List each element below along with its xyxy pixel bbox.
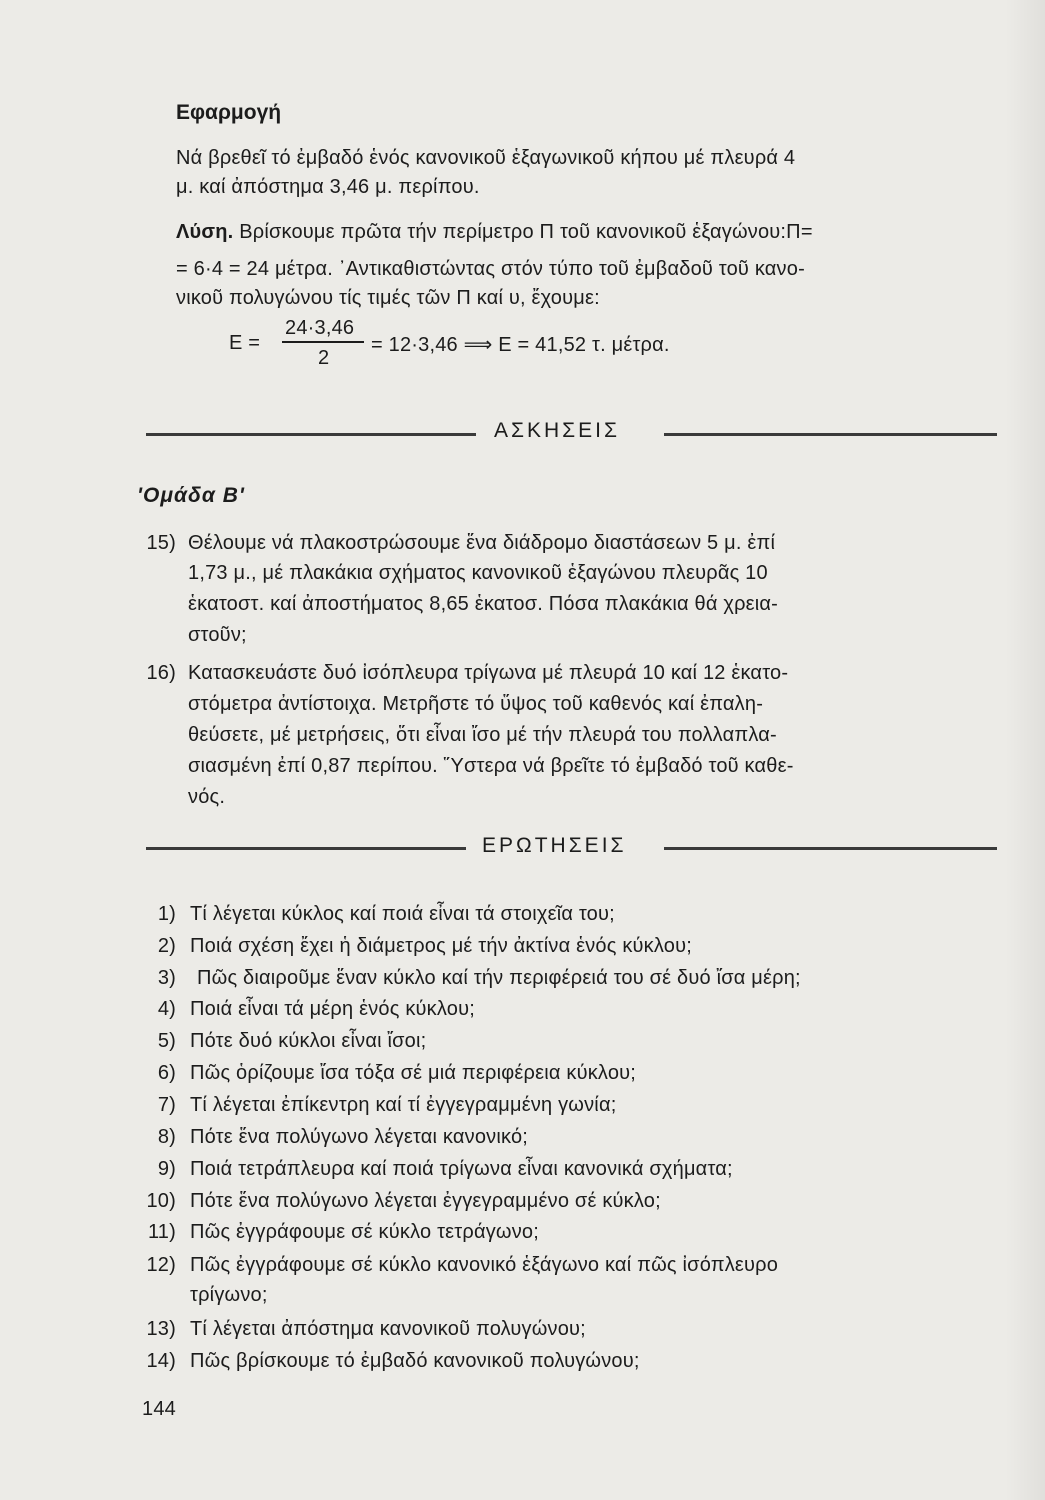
exercise-number: 16) bbox=[146, 662, 176, 684]
problem-line-1: Νά βρεθεῖ τό ἐμβαδό ἑνός κανονικοῦ ἑξαγωνικοῦ κήπου μέ πλευρά 4 bbox=[176, 147, 796, 169]
page-number: 144 bbox=[142, 1398, 176, 1420]
exercise-16-line-2: στόμετρα ἀντίστοιχα. Μετρῆστε τό ὕψος τοῦ καθενός καί ἐπαλη- bbox=[188, 693, 764, 715]
question-text: Τί λέγεται ἀπόστημα κανονικοῦ πολυγώνου; bbox=[190, 1318, 586, 1340]
page-edge-shadow bbox=[1005, 0, 1045, 1500]
question-number: 7) bbox=[157, 1094, 176, 1116]
question-text: Τί λέγεται ἐπίκεντρη καί τί ἐγγεγραμμένη γωνία; bbox=[190, 1094, 617, 1116]
questions-rule-right bbox=[664, 847, 997, 850]
question-text: Πῶς ἐγγράφουμε σέ κύκλο τετράγωνο; bbox=[190, 1221, 540, 1243]
formula-lhs: E = bbox=[229, 332, 261, 354]
exercise-15-line-4: στοῦν; bbox=[188, 624, 247, 646]
exercise-15-line-3: ἑκατοστ. καί ἀποστήματος 8,65 ἑκατοσ. Πόσα πλακάκια θά χρεια- bbox=[188, 593, 779, 615]
solution-line-1 bbox=[176, 221, 813, 244]
question-text: Πότε ἕνα πολύγωνο λέγεται κανονικό; bbox=[190, 1126, 529, 1148]
question-text: Πῶς ὁρίζουμε ἴσα τόξα σέ μιά περιφέρεια κύκλου; bbox=[190, 1062, 637, 1084]
problem-line-2: μ. καί ἀπόστημα 3,46 μ. περίπου. bbox=[176, 176, 480, 198]
questions-heading: ΕΡΩΤΗΣΕΙΣ bbox=[482, 834, 627, 857]
formula-denominator: 2 bbox=[318, 347, 330, 369]
fraction-bar bbox=[282, 341, 364, 343]
exercises-heading: ΑΣΚΗΣΕΙΣ bbox=[494, 419, 620, 442]
exercise-16-line-4: σιασμένη ἐπί 0,87 περίπου. Ὕστερα νά βρεῖτε τό ἐμβαδό τοῦ καθε- bbox=[188, 755, 794, 777]
solution-line-3: νικοῦ πολυγώνου τίς τιμές τῶν Π καί υ, ἔχουμε: bbox=[176, 287, 600, 309]
question-number: 8) bbox=[157, 1126, 176, 1148]
group-label: 'Ομάδα Β' bbox=[137, 484, 245, 507]
exercise-16-line-3: θεύσετε, μέ μετρήσεις, ὅτι εἶναι ἴσο μέ τήν πλευρά του πολλαπλα- bbox=[188, 724, 777, 746]
question-text: Ποιά σχέση ἔχει ἡ διάμετρος μέ τήν ἀκτίνα ἑνός κύκλου; bbox=[190, 935, 692, 957]
exercise-16-line-1: Κατασκευάστε δυό ἰσόπλευρα τρίγωνα μέ πλευρά 10 καί 12 ἑκατο- bbox=[188, 662, 789, 684]
formula-rhs: = 12·3,46 ⟹ E = 41,52 τ. μέτρα. bbox=[371, 334, 670, 356]
question-text: Πῶς βρίσκουμε τό ἐμβαδό κανονικοῦ πολυγώνου; bbox=[190, 1350, 640, 1372]
question-text: Ποιά εἶναι τά μέρη ἑνός κύκλου; bbox=[190, 998, 475, 1020]
question-number: 10) bbox=[146, 1190, 176, 1212]
questions-rule-left bbox=[146, 847, 466, 850]
question-text: Πῶς ἐγγράφουμε σέ κύκλο κανονικό ἑξάγωνο καί πῶς ἰσόπλευρο bbox=[190, 1254, 779, 1276]
question-number: 9) bbox=[157, 1158, 176, 1180]
solution-text-1: Βρίσκουμε πρῶτα τήν περίμετρο Π τοῦ κανονικοῦ ἑξαγώνου:Π= bbox=[239, 221, 813, 243]
question-number: 1) bbox=[157, 903, 176, 925]
question-text: Πότε δυό κύκλοι εἶναι ἴσοι; bbox=[190, 1030, 427, 1052]
question-text-continued: τρίγωνο; bbox=[190, 1284, 268, 1306]
question-number: 2) bbox=[157, 935, 176, 957]
application-title: Εφαρμογή bbox=[176, 101, 282, 124]
exercise-15-line-2: 1,73 μ., μέ πλακάκια σχήματος κανονικοῦ ἑξαγώνου πλευρᾶς 10 bbox=[188, 562, 768, 584]
exercise-15-line-1: Θέλουμε νά πλακοστρώσουμε ἕνα διάδρομο διαστάσεων 5 μ. ἐπί bbox=[188, 532, 776, 554]
exercises-rule-right bbox=[664, 433, 997, 436]
exercise-16-line-5: νός. bbox=[188, 786, 226, 808]
question-text: Πότε ἕνα πολύγωνο λέγεται ἐγγεγραμμένο σέ κύκλο; bbox=[190, 1190, 661, 1212]
question-text: Ποιά τετράπλευρα καί ποιά τρίγωνα εἶναι κανονικά σχήματα; bbox=[190, 1158, 733, 1180]
question-number: 13) bbox=[146, 1318, 176, 1340]
solution-label: Λύση. bbox=[176, 221, 234, 243]
question-number: 14) bbox=[146, 1350, 176, 1372]
solution-line-2: = 6·4 = 24 μέτρα. ᾿Αντικαθιστώντας στόν τύπο τοῦ ἐμβαδοῦ τοῦ κανο- bbox=[176, 258, 805, 280]
exercises-rule-left bbox=[146, 433, 476, 436]
exercise-number: 15) bbox=[146, 532, 176, 554]
question-number: 3) bbox=[157, 967, 176, 989]
question-number: 12) bbox=[146, 1254, 176, 1276]
question-number: 4) bbox=[157, 998, 176, 1020]
question-number: 6) bbox=[157, 1062, 176, 1084]
question-text: Πῶς διαιροῦμε ἕναν κύκλο καί τήν περιφέρειά του σέ δυό ἴσα μέρη; bbox=[197, 967, 801, 989]
question-number: 5) bbox=[157, 1030, 176, 1052]
question-number: 11) bbox=[147, 1221, 176, 1243]
formula-numerator: 24·3,46 bbox=[285, 317, 355, 339]
question-text: Τί λέγεται κύκλος καί ποιά εἶναι τά στοιχεῖα του; bbox=[190, 903, 615, 925]
